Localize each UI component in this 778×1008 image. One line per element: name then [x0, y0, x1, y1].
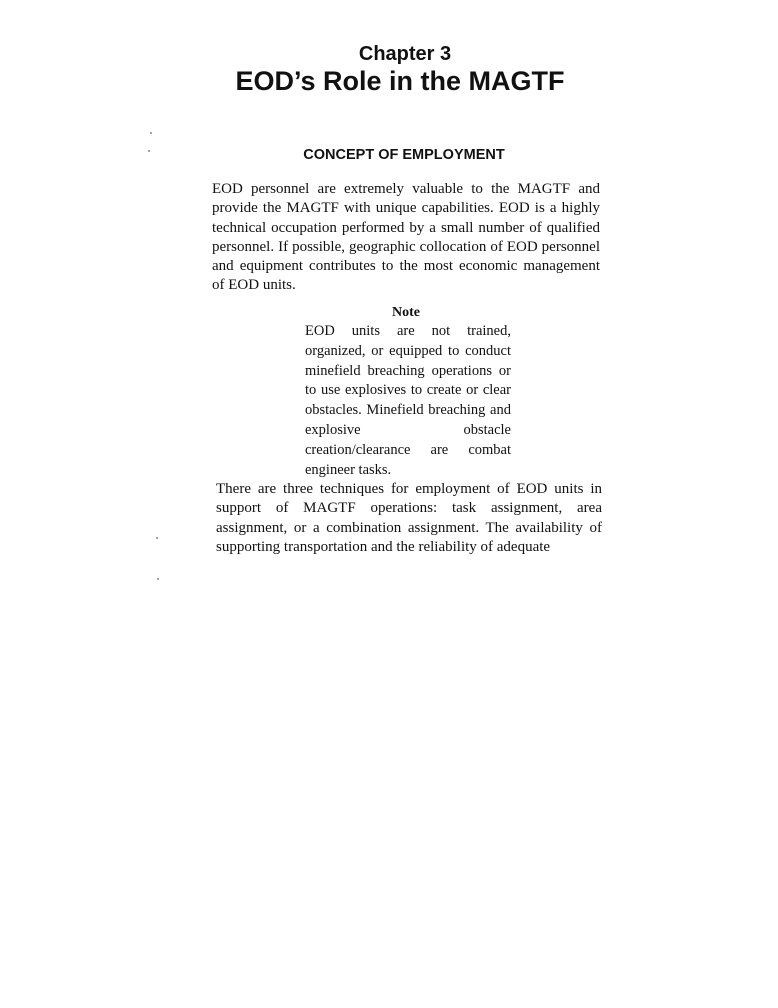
paragraph-1: EOD personnel are extremely valuable to the MAGTF and provide the MAGTF with unique capabilities. EOD is a highly technical occupation performed by a small number of qualified personnel. If possible, geographic collocation of EOD personnel and equipment contributes to the most economic management of EOD units.: [212, 181, 600, 294]
section-heading: CONCEPT OF EMPLOYMENT: [303, 147, 505, 163]
scan-speck: [156, 537, 158, 539]
scan-speck: [157, 578, 159, 580]
paragraph-2: There are three techniques for employment of EOD units in support of MAGTF operations: task assignment, area assignment, or a combination assignment. The availability of supporting transportation and the reliability of adequate: [216, 481, 602, 555]
note-heading: Note: [392, 305, 420, 320]
scan-speck: [148, 150, 150, 152]
scan-speck: [150, 132, 152, 134]
note-body: EOD units are not trained, organized, or equipped to conduct minefield breaching operations or to use explosives to create or clear obstacles. Minefield breaching and explosive obstacle creation/clearance are combat engineer tasks.: [305, 323, 511, 478]
chapter-number: Chapter 3: [358, 43, 452, 65]
chapter-title: EOD’s Role in the MAGTF: [235, 66, 565, 96]
